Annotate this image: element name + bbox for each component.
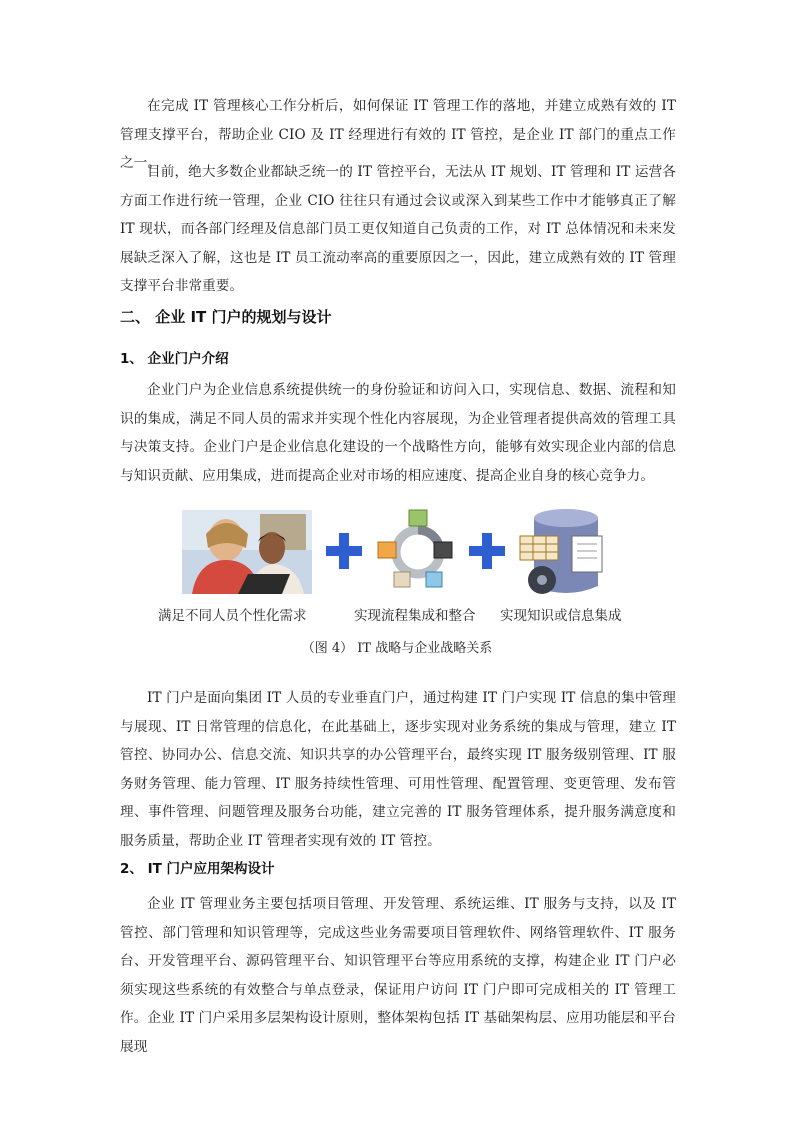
figure-portal-concept [158, 508, 632, 626]
plus-icon [469, 533, 505, 569]
people-photo [182, 510, 312, 594]
paragraph-architecture-description: 企业 IT 管理业务主要包括项目管理、开发管理、系统运维、IT 服务与支持，以及 IT 管控、部门管理和知识管理等，完成这些业务需要项目管理软件、网络管理软件、IT 服务台、开发管理平台、源码管理平台、知识管理平台等应用系统的支撑，构建企业 IT 门户必须实现这些系统的有效整合与单点登录，保证用户访问 IT 门户即可完成相关的 IT 管理工作。企业 IT 门户采用多层架构设计原则，整体架构包括 IT 基础架构层、应用功能层和平台展现 [120, 896, 676, 1055]
figure-illustration [182, 508, 632, 600]
paragraph-it-platform-intro: 在完成 IT 管理核心工作分析后，如何保证 IT 管理工作的落地，并建立成熟有效的 IT 管理支撑平台，帮助企业 CIO 及 IT 经理进行有效的 IT 管控，是企业 IT 部门的重点工作之一。 [120, 98, 676, 172]
knowledge-database-icon [520, 509, 602, 594]
figure-caption: （图 4） IT 战略与企业战略关系 [301, 641, 493, 656]
paragraph-current-situation: 目前，绝大多数企业都缺乏统一的 IT 管控平台，无法从 IT 规划、IT 管理和 IT 运营各方面工作进行统一管理，企业 CIO 往往只有通过会议或深入到某些工作中才能够真正了解 IT 现状，而各部门经理及信息部门员工更仅知道自己负责的工作，对 IT 总体情况和未来发展缺乏深入了解，这也是 IT 员工流动率高的重要原因之一，因此，建立成熟有效的 IT 管理支撑平台非常重要。 [120, 164, 676, 295]
figure-label-knowledge-integration: 实现知识或信息集成 [500, 608, 622, 624]
paragraph-portal-description: 企业门户为企业信息系统提供统一的身份验证和访问入口，实现信息、数据、流程和知识的集成，满足不同人员的需求并实现个性化内容展现，为企业管理者提供高效的管理工具与决策支持。企业门户是企业信息化建设的一个战略性方向，能够有效实现企业内部的信息与知识贡献、应用集成，进而提高企业对市场的相应速度、提高企业自身的核心竞争力。 [120, 382, 676, 484]
figure-label-personalization: 满足不同人员个性化需求 [158, 608, 307, 624]
figure-label-process-integration: 实现流程集成和整合 [354, 608, 476, 624]
subheading-portal-intro: 1、 企业门户介绍 [120, 351, 229, 367]
section-heading-portal-planning: 二、 企业 IT 门户的规划与设计 [120, 308, 332, 326]
subheading-architecture-design: 2、 IT 门户应用架构设计 [120, 861, 275, 877]
process-integration-icon [378, 510, 452, 587]
plus-icon [326, 533, 362, 569]
paragraph-it-portal-description: IT 门户是面向集团 IT 人员的专业垂直门户，通过构建 IT 门户实现 IT 信息的集中管理与展现、IT 日常管理的信息化，在此基础上，逐步实现对业务系统的集成与管理，建立 IT 管控、协同办公、信息交流、知识共享的办公管理平台，最终实现 IT 服务级别管理、IT 服务财务管理、能力管理、IT 服务持续性管理、可用性管理、配置管理、变更管理、发布管理、事件管理、问题管理及服务台功能，建立完善的 IT 服务管理体系，提升服务满意度和服务质量，帮助企业 IT 管理者实现有效的 IT 管控。 [120, 690, 676, 849]
